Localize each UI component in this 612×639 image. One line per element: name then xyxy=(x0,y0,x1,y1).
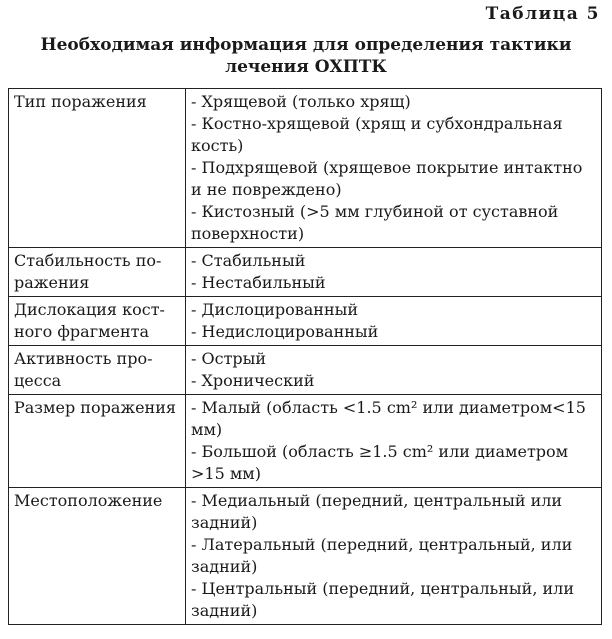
value-text: задний) xyxy=(191,601,258,620)
value-cell xyxy=(186,488,602,625)
value-cell xyxy=(186,395,602,488)
param-text: Размер поражения xyxy=(14,398,176,417)
param-text: Тип поражения xyxy=(14,92,147,111)
param-cell xyxy=(9,248,186,297)
value-text: - Хронический xyxy=(191,371,315,390)
value-text: задний) xyxy=(191,513,258,532)
value-text: - Нестабильный xyxy=(191,273,326,292)
param-text: Стабильность по- xyxy=(14,251,162,270)
value-text: - Латеральный (передний, центральный, или xyxy=(191,535,573,554)
value-text: - Малый (область <1.5 cm² или диаметром<15 xyxy=(191,398,586,417)
value-cell xyxy=(186,297,602,346)
value-text: - Острый xyxy=(191,349,267,368)
value-text: - Костно-хрящевой (хрящ и субхондральная xyxy=(191,114,563,133)
value-text: - Кистозный (>5 мм глубиной от суставной xyxy=(191,202,559,221)
value-text: - Дислоцированный xyxy=(191,300,359,319)
value-text: кость) xyxy=(191,136,244,155)
table-row xyxy=(9,248,602,297)
table-row xyxy=(9,346,602,395)
param-cell xyxy=(9,488,186,625)
param-cell xyxy=(9,346,186,395)
info-table xyxy=(8,88,602,625)
param-text: Местоположение xyxy=(14,491,163,510)
value-text: - Центральный (передний, центральный, или xyxy=(191,579,574,598)
table-caption: Необходимая информация для определения тактики лечения ОХПТК xyxy=(40,35,572,77)
value-text: мм) xyxy=(191,420,223,439)
table-row xyxy=(9,395,602,488)
param-text: Дислокация кост- xyxy=(14,300,165,319)
table-row xyxy=(9,297,602,346)
value-text: - Подхрящевой (хрящевое покрытие интактно xyxy=(191,158,583,177)
value-text: поверхности) xyxy=(191,224,305,243)
table-row xyxy=(9,488,602,625)
param-text: ражения xyxy=(14,273,90,292)
value-text: >15 мм) xyxy=(191,464,261,483)
param-text: Активность про- xyxy=(14,349,153,368)
table-number: Таблица 5 xyxy=(485,4,600,24)
value-cell xyxy=(186,89,602,248)
value-text: - Медиальный (передний, центральный или xyxy=(191,491,563,510)
value-text: - Большой (область ≥1.5 cm² или диаметром xyxy=(191,442,569,461)
param-cell xyxy=(9,395,186,488)
value-text: - Стабильный xyxy=(191,251,306,270)
value-text: - Хрящевой (только хрящ) xyxy=(191,92,411,111)
param-text: цесса xyxy=(14,371,62,390)
value-cell xyxy=(186,248,602,297)
param-cell xyxy=(9,297,186,346)
value-text: - Недислоцированный xyxy=(191,322,379,341)
table-row xyxy=(9,89,602,248)
value-text: задний) xyxy=(191,557,258,576)
value-cell xyxy=(186,346,602,395)
param-text: ного фрагмента xyxy=(14,322,150,341)
value-text: и не повреждено) xyxy=(191,180,342,199)
param-cell xyxy=(9,89,186,248)
